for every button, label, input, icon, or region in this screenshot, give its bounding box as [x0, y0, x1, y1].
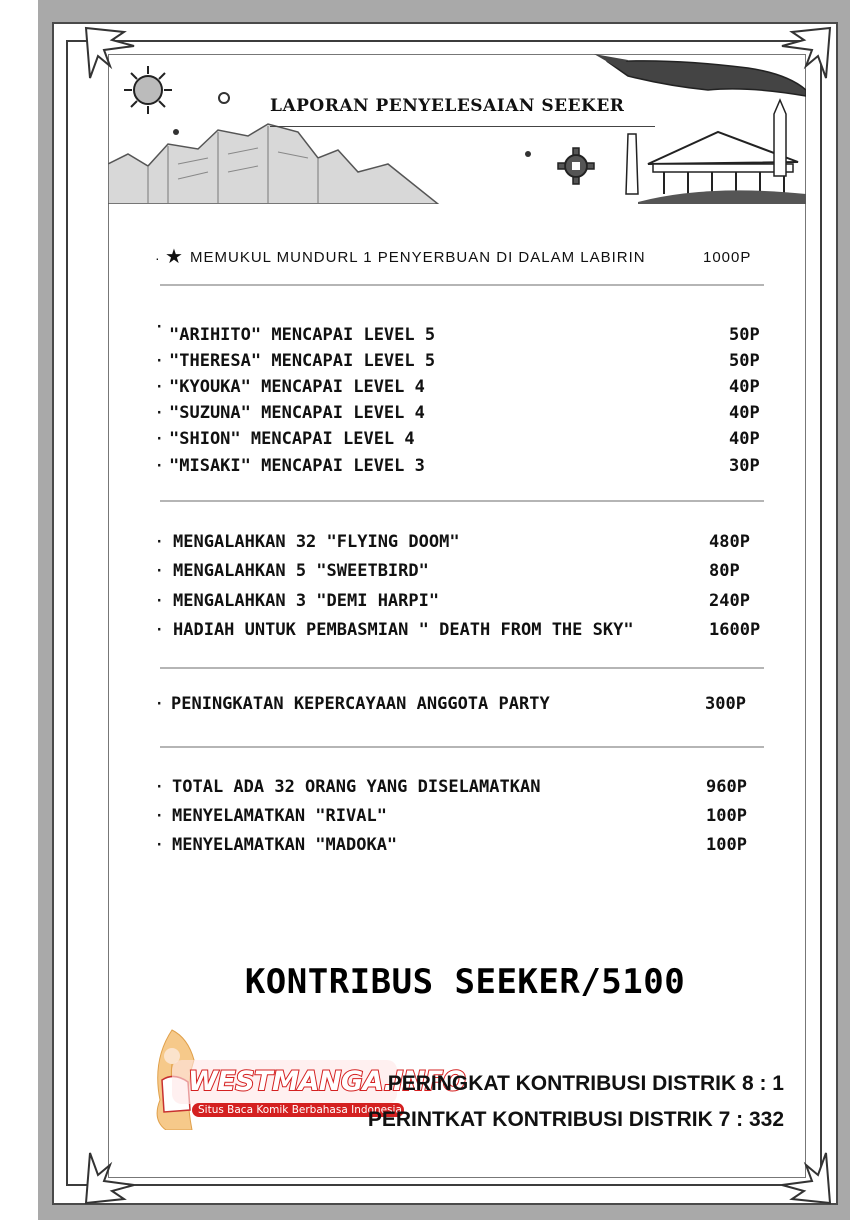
content-frame — [108, 54, 806, 1178]
district-8-rank: PERINGKAT KONTRIBUSI DISTRIK 8 : 1 — [387, 1072, 784, 1095]
section-divider — [160, 746, 764, 748]
section-divider — [160, 500, 764, 502]
item-label: "SHION" MENCAPAI LEVEL 4 — [169, 429, 415, 449]
sun-icon — [124, 66, 172, 114]
bullet-icon: · — [155, 458, 164, 474]
list-item — [155, 400, 775, 426]
item-label: "MISAKI" MENCAPAI LEVEL 3 — [169, 456, 425, 476]
item-label: TOTAL ADA 32 ORANG YANG DISELAMATKAN — [172, 777, 541, 797]
item-label: MENGALAHKAN 32 "FLYING DOOM" — [173, 532, 460, 552]
total-contribution: KONTRIBUS SEEKER/5100 — [244, 962, 686, 1002]
item-points: 100P — [706, 806, 747, 826]
item-label: MENYELAMATKAN "RIVAL" — [172, 806, 387, 826]
list-item — [155, 774, 775, 800]
item-label: MENGALAHKAN 3 "DEMI HARPI" — [173, 591, 440, 611]
item-points: 40P — [729, 429, 760, 449]
district-7-rank: PERINTKAT KONTRIBUSI DISTRIK 7 : 332 — [367, 1108, 784, 1131]
section-divider — [160, 667, 764, 669]
bullet-icon: · — [155, 534, 164, 550]
item-points: 40P — [729, 377, 760, 397]
list-item — [155, 529, 775, 555]
item-points: 1600P — [709, 620, 761, 640]
item-points: 480P — [709, 532, 750, 552]
list-item — [155, 803, 775, 829]
item-points: 50P — [729, 351, 760, 371]
watermark-site: WESTMANGA.INFO — [188, 1066, 466, 1097]
bullet-icon: · — [155, 431, 164, 447]
item-points: 960P — [706, 777, 747, 797]
item-points: 80P — [709, 561, 740, 581]
item-points: 30P — [729, 456, 760, 476]
list-item — [155, 319, 775, 348]
list-item — [155, 617, 775, 643]
page-title: LAPORAN PENYELESAIAN SEEKER — [270, 96, 625, 116]
watermark-tagline: Situs Baca Komik Berbahasa Indonesia — [192, 1103, 404, 1117]
item-points: 50P — [729, 325, 760, 345]
list-item — [155, 453, 775, 479]
section-divider — [160, 284, 764, 286]
list-item — [155, 374, 775, 400]
bullet-icon: · — [155, 837, 164, 853]
corner-ornament-bottom-right-icon — [772, 1150, 832, 1205]
bullet-icon: · — [155, 808, 164, 824]
list-item — [155, 691, 775, 717]
title-underline — [270, 126, 655, 127]
list-item — [155, 245, 775, 271]
item-points: 1000P — [703, 249, 752, 266]
item-points: 100P — [706, 835, 747, 855]
bullet-icon: · — [155, 779, 164, 795]
star-icon: ★ — [165, 246, 184, 268]
page-margin — [0, 0, 38, 1220]
item-label: "KYOUKA" MENCAPAI LEVEL 4 — [169, 377, 425, 397]
gear-icon — [558, 148, 594, 184]
list-item — [155, 832, 775, 858]
bullet-icon: · — [155, 696, 164, 712]
item-label: "THERESA" MENCAPAI LEVEL 5 — [169, 351, 436, 371]
header-illustration — [108, 54, 806, 204]
list-item — [155, 558, 775, 584]
item-label: "SUZUNA" MENCAPAI LEVEL 4 — [169, 403, 425, 423]
item-label: HADIAH UNTUK PEMBASMIAN " DEATH FROM THE SKY" — [173, 620, 634, 640]
bullet-icon: · — [155, 379, 164, 395]
item-label: MEMUKUL MUNDURL 1 PENYERBUAN DI DALAM LABIRIN — [190, 249, 646, 266]
list-item — [155, 348, 775, 374]
item-label: PENINGKATAN KEPERCAYAAN ANGGOTA PARTY — [171, 694, 550, 714]
item-points: 240P — [709, 591, 750, 611]
bullet-icon: · — [155, 250, 161, 266]
bullet-icon: · — [155, 319, 164, 335]
bullet-icon: · — [155, 593, 164, 609]
bullet-icon: · — [155, 622, 164, 638]
item-label: MENYELAMATKAN "MADOKA" — [172, 835, 398, 855]
item-points: 300P — [705, 694, 746, 714]
corner-ornament-bottom-left-icon — [84, 1150, 144, 1205]
bullet-icon: · — [155, 563, 164, 579]
bullet-icon: · — [155, 405, 164, 421]
list-item — [155, 426, 775, 452]
list-item — [155, 588, 775, 614]
bullet-icon: · — [155, 353, 164, 369]
item-label: MENGALAHKAN 5 "SWEETBIRD" — [173, 561, 429, 581]
item-points: 40P — [729, 403, 760, 423]
item-label: "ARIHITO" MENCAPAI LEVEL 5 — [169, 325, 436, 345]
